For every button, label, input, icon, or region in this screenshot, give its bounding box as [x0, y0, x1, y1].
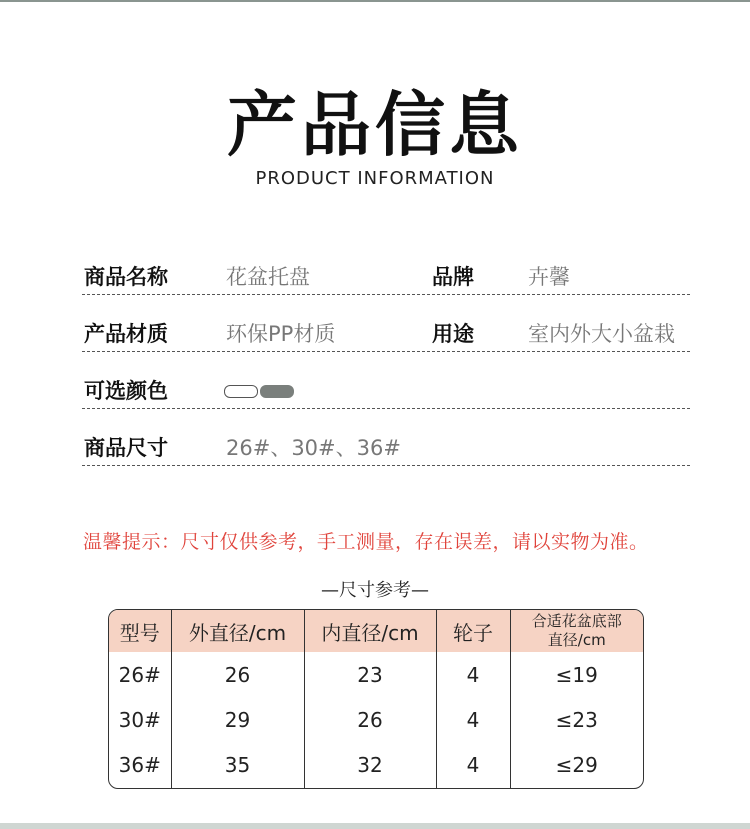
usage-value: 室内外大小盆栽 — [528, 322, 675, 346]
top-border-line — [0, 0, 750, 2]
info-row-material-usage — [82, 311, 690, 352]
cell-wheels: 4 — [436, 743, 510, 788]
header-fit-pot-bottom-line2: 直径/cm — [547, 631, 606, 649]
page-title: 产品信息 — [227, 84, 523, 166]
size-value: 26#、30#、36# — [226, 436, 401, 460]
usage-label: 用途 — [432, 322, 474, 346]
table-row — [109, 652, 643, 697]
table-header-row — [109, 610, 643, 652]
cell-model: 30# — [109, 697, 171, 742]
warm-tip: 温馨提示：尺寸仅供参考，手工测量，存在误差，请以实物为准。 — [83, 531, 649, 553]
cell-fit: ≤29 — [555, 753, 598, 778]
cell-inner: 26 — [304, 697, 436, 742]
cell-fit: ≤19 — [555, 662, 598, 687]
product-name-value: 花盆托盘 — [226, 265, 310, 289]
info-row-size — [82, 425, 690, 466]
cell-outer: 35 — [171, 743, 304, 788]
header-wheels: 轮子 — [436, 610, 510, 652]
color-swatch-gray[interactable] — [260, 385, 294, 398]
info-row-colors — [82, 368, 690, 409]
material-label: 产品材质 — [84, 322, 168, 346]
table-row — [109, 743, 643, 788]
page-subtitle: PRODUCT INFORMATION — [255, 168, 495, 189]
product-name-label: 商品名称 — [84, 265, 168, 289]
bottom-border-line — [0, 823, 750, 829]
cell-inner: 32 — [304, 743, 436, 788]
cell-fit: ≤23 — [555, 707, 598, 732]
header-fit-pot-bottom-line1: 合适花盆底部 — [531, 612, 622, 630]
brand-label: 品牌 — [432, 265, 474, 289]
size-reference-table — [108, 609, 644, 789]
cell-model: 36# — [109, 743, 171, 788]
color-swatch-white[interactable] — [224, 385, 258, 398]
cell-model: 26# — [109, 652, 171, 697]
header-fit-pot-bottom — [510, 610, 643, 652]
cell-wheels: 4 — [436, 652, 510, 697]
header-outer-diameter: 外直径/cm — [171, 610, 304, 652]
cell-wheels: 4 — [436, 697, 510, 742]
info-row-name-brand — [82, 254, 690, 295]
size-label: 商品尺寸 — [84, 436, 168, 460]
header-model: 型号 — [109, 610, 171, 652]
cell-outer: 26 — [171, 652, 304, 697]
material-value: 环保PP材质 — [226, 322, 336, 346]
size-reference-title: —尺寸参考— — [321, 580, 429, 601]
color-label: 可选颜色 — [84, 379, 168, 403]
cell-outer: 29 — [171, 697, 304, 742]
header-inner-diameter: 内直径/cm — [304, 610, 436, 652]
cell-inner: 23 — [304, 652, 436, 697]
brand-value: 卉馨 — [528, 265, 570, 289]
table-row — [109, 697, 643, 742]
